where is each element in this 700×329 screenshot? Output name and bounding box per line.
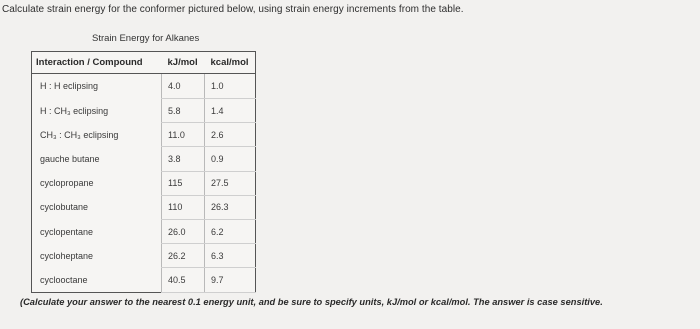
table-row	[32, 195, 256, 219]
cell-compound: cyclobutane	[40, 202, 89, 213]
cell-kj: 5.8	[162, 99, 205, 123]
table-row	[32, 171, 256, 195]
cell-compound: cyclopentane	[40, 226, 94, 237]
answer-instructions: (Calculate your answer to the nearest 0.1 energy unit, and be sure to specify units, kJ/mol or kcal/mol. The answer is case sensitive.	[20, 297, 603, 307]
cell-compound: CH₃ : CH₃ eclipsing	[40, 129, 119, 140]
cell-kcal: 6.2	[205, 219, 256, 243]
table-caption: Strain Energy for Alkanes	[92, 33, 200, 44]
cell-compound: cyclopropane	[40, 178, 94, 189]
cell-kcal: 0.9	[205, 147, 256, 171]
header-kj-mol: kJ/mol	[162, 52, 205, 74]
cell-kj: 4.0	[162, 74, 205, 99]
cell-compound: gauche butane	[40, 153, 100, 164]
cell-compound: cycloheptane	[40, 250, 94, 261]
cell-kj: 26.2	[162, 244, 205, 268]
header-kcal-mol: kcal/mol	[205, 52, 256, 74]
cell-kcal: 26.3	[205, 195, 256, 219]
cell-compound: cyclooctane	[40, 274, 88, 285]
cell-compound: H : H eclipsing	[40, 81, 99, 92]
table-row	[32, 74, 256, 99]
table-row	[32, 268, 256, 292]
question-text: Calculate strain energy for the conformer pictured below, using strain energy increments from the table.	[2, 4, 464, 15]
table-header-row	[32, 52, 256, 74]
cell-kcal: 1.4	[205, 99, 256, 123]
cell-kj: 11.0	[162, 123, 205, 147]
cell-kcal: 1.0	[205, 74, 256, 99]
cell-kj: 40.5	[162, 268, 205, 292]
header-interaction-compound: Interaction / Compound	[32, 52, 162, 74]
table-row	[32, 99, 256, 123]
cell-kj: 110	[162, 195, 205, 219]
strain-energy-table	[31, 51, 256, 293]
cell-kj: 26.0	[162, 219, 205, 243]
table-row	[32, 244, 256, 268]
table-row	[32, 123, 256, 147]
cell-kcal: 27.5	[205, 171, 256, 195]
cell-kj: 3.8	[162, 147, 205, 171]
cell-kcal: 2.6	[205, 123, 256, 147]
cell-compound: H : CH₃ eclipsing	[40, 105, 109, 116]
cell-kj: 115	[162, 171, 205, 195]
cell-kcal: 9.7	[205, 268, 256, 292]
table-row	[32, 147, 256, 171]
cell-kcal: 6.3	[205, 244, 256, 268]
table-row	[32, 219, 256, 243]
